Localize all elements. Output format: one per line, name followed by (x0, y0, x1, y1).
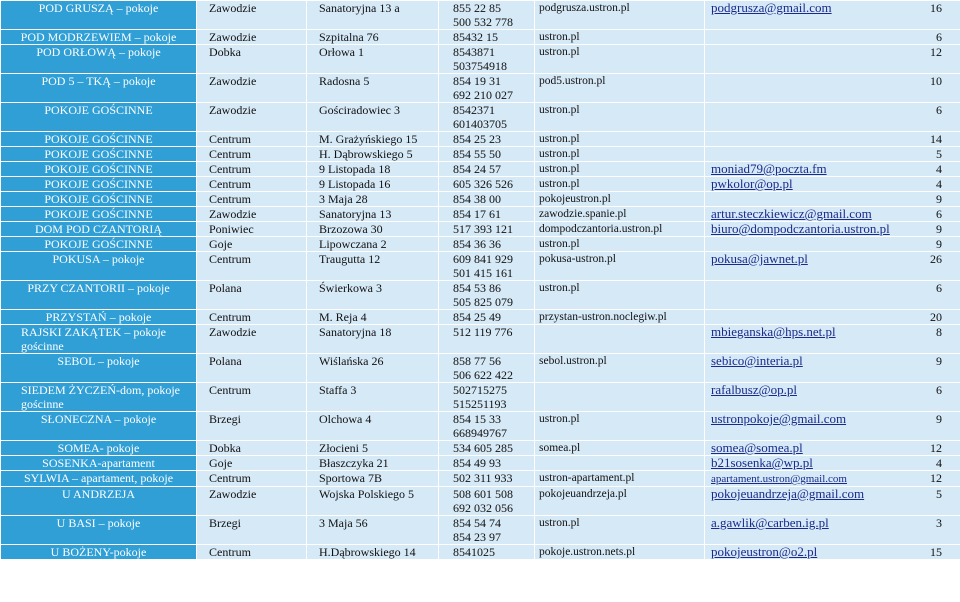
table-row (1, 487, 960, 516)
room-count: 8 (936, 325, 942, 339)
email-cell (705, 487, 960, 516)
district-cell: Centrum (197, 177, 307, 192)
phone-number: 501 415 161 (453, 266, 513, 280)
table-row (1, 441, 960, 456)
email-cell (705, 132, 960, 147)
room-count: 9 (936, 222, 942, 236)
email-link[interactable]: ustronpokoje@gmail.com (711, 411, 847, 426)
email-link[interactable]: sebico@interia.pl (711, 353, 803, 368)
district-cell: Centrum (197, 383, 307, 412)
website-cell: pokojeuandrzeja.pl (535, 487, 705, 516)
room-count: 6 (936, 383, 942, 397)
phone-cell (439, 471, 535, 487)
district-cell: Dobka (197, 45, 307, 74)
phone-number: 8541025 (453, 545, 495, 559)
email-cell (705, 45, 960, 74)
address-cell: Sportowa 7B (307, 471, 439, 487)
room-count: 12 (930, 471, 942, 485)
phone-number: 502715275 (453, 383, 507, 397)
phone-number: 855 22 85 (453, 1, 501, 15)
address-cell: H.Dąbrowskiego 14 (307, 545, 439, 560)
phone-number: 854 36 36 (453, 237, 501, 251)
website-cell: ustron.pl (535, 412, 705, 441)
email-cell (705, 310, 960, 325)
email-cell (705, 383, 960, 412)
phone-number: 854 55 50 (453, 147, 501, 161)
room-count: 20 (930, 310, 942, 324)
district-cell: Zawodzie (197, 30, 307, 45)
email-cell (705, 147, 960, 162)
lodging-name: U ANDRZEJA (1, 487, 197, 516)
table-row (1, 252, 960, 281)
phone-number: 8542371 (453, 103, 495, 117)
phone-number: 854 54 74 (453, 516, 501, 530)
phone-cell (439, 1, 535, 30)
room-count: 6 (936, 30, 942, 44)
lodging-name: SOSENKA-apartament (1, 456, 197, 471)
phone-number: 503754918 (453, 59, 507, 73)
table-row (1, 45, 960, 74)
district-cell: Centrum (197, 310, 307, 325)
phone-cell (439, 177, 535, 192)
phone-number: 854 25 49 (453, 310, 501, 324)
address-cell: 9 Listopada 16 (307, 177, 439, 192)
room-count: 6 (936, 207, 942, 221)
email-link[interactable]: pokusa@jawnet.pl (711, 251, 808, 266)
email-cell (705, 222, 960, 237)
email-cell (705, 162, 960, 177)
phone-cell (439, 207, 535, 222)
phone-cell (439, 252, 535, 281)
district-cell: Zawodzie (197, 325, 307, 354)
room-count: 5 (936, 147, 942, 161)
table-row (1, 30, 960, 45)
email-link[interactable]: pwkolor@op.pl (711, 176, 793, 191)
website-cell: zawodzie.spanie.pl (535, 207, 705, 222)
phone-cell (439, 354, 535, 383)
room-count: 15 (930, 545, 942, 559)
lodging-name: PRZYSTAŃ – pokoje (1, 310, 197, 325)
table-row (1, 412, 960, 441)
website-cell: podgrusza.ustron.pl (535, 1, 705, 30)
phone-number: 854 17 61 (453, 207, 501, 221)
lodging-name: U BASI – pokoje (1, 516, 197, 545)
table-row (1, 177, 960, 192)
phone-cell (439, 325, 535, 354)
phone-cell (439, 30, 535, 45)
lodging-name: POKOJE GOŚCINNE (1, 207, 197, 222)
phone-cell (439, 222, 535, 237)
email-cell (705, 252, 960, 281)
website-cell (535, 325, 705, 354)
email-link[interactable]: pokojeustron@o2.pl (711, 544, 818, 559)
district-cell: Goje (197, 456, 307, 471)
table-row (1, 354, 960, 383)
lodging-name: POKOJE GOŚCINNE (1, 162, 197, 177)
room-count: 4 (936, 456, 942, 470)
phone-number: 605 326 526 (453, 177, 513, 191)
phone-cell (439, 441, 535, 456)
phone-number: 854 24 57 (453, 162, 501, 176)
phone-number: 609 841 929 (453, 252, 513, 266)
email-link[interactable]: somea@somea.pl (711, 440, 803, 455)
address-cell: Olchowa 4 (307, 412, 439, 441)
website-cell: ustron.pl (535, 30, 705, 45)
email-cell (705, 237, 960, 252)
website-cell: somea.pl (535, 441, 705, 456)
address-cell: Wojska Polskiego 5 (307, 487, 439, 516)
phone-cell (439, 132, 535, 147)
email-cell (705, 30, 960, 45)
phone-number: 534 605 285 (453, 441, 513, 455)
table-row (1, 383, 960, 412)
email-cell (705, 516, 960, 545)
email-link[interactable]: artur.steczkiewicz@gmail.com (711, 206, 872, 221)
room-count: 9 (936, 237, 942, 251)
address-cell: Gościradowiec 3 (307, 103, 439, 132)
lodging-name: SYLWIA – apartament, pokoje (1, 471, 197, 487)
email-cell (705, 545, 960, 560)
address-cell: M. Grażyńskiego 15 (307, 132, 439, 147)
phone-number: 515251193 (453, 397, 507, 411)
email-link[interactable]: a.gawlik@carben.ig.pl (711, 515, 829, 530)
address-cell: Lipowczana 2 (307, 237, 439, 252)
room-count: 16 (930, 1, 942, 15)
email-cell (705, 412, 960, 441)
email-link[interactable]: podgrusza@gmail.com (711, 0, 832, 15)
email-link[interactable]: b21sosenka@wp.pl (711, 455, 813, 470)
address-cell: Sanatoryjna 13 a (307, 1, 439, 30)
phone-number: 502 311 933 (453, 471, 513, 485)
website-cell (535, 383, 705, 412)
address-cell: Staffa 3 (307, 383, 439, 412)
table-row (1, 147, 960, 162)
address-cell: Wiślańska 26 (307, 354, 439, 383)
table-body (1, 1, 960, 560)
phone-number: 692 210 027 (453, 88, 513, 102)
room-count: 4 (936, 177, 942, 191)
phone-cell (439, 516, 535, 545)
district-cell: Brzegi (197, 516, 307, 545)
address-cell: Świerkowa 3 (307, 281, 439, 310)
phone-number: 854 19 31 (453, 74, 501, 88)
room-count: 6 (936, 103, 942, 117)
website-cell: ustron-apartament.pl (535, 471, 705, 487)
email-cell (705, 471, 960, 487)
district-cell: Polana (197, 354, 307, 383)
address-cell: Brzozowa 30 (307, 222, 439, 237)
lodging-name: DOM POD CZANTORIĄ (1, 222, 197, 237)
table-row (1, 132, 960, 147)
lodging-name: U BOŻENY-pokoje (1, 545, 197, 560)
email-link[interactable]: pokojeuandrzeja@gmail.com (711, 486, 865, 501)
district-cell: Poniwiec (197, 222, 307, 237)
room-count: 5 (936, 487, 942, 501)
table-row (1, 456, 960, 471)
phone-number: 512 119 776 (453, 325, 513, 339)
phone-cell (439, 103, 535, 132)
table-row (1, 74, 960, 103)
address-cell: Błaszczyka 21 (307, 456, 439, 471)
address-cell: Szpitalna 76 (307, 30, 439, 45)
table-row (1, 471, 960, 487)
lodging-name: RAJSKI ZAKĄTEK – pokoje gościnne (1, 325, 197, 354)
phone-cell (439, 383, 535, 412)
lodging-name: POD MODRZEWIEM – pokoje (1, 30, 197, 45)
phone-number: 601403705 (453, 117, 507, 131)
room-count: 6 (936, 281, 942, 295)
district-cell: Goje (197, 237, 307, 252)
room-count: 26 (930, 252, 942, 266)
phone-cell (439, 162, 535, 177)
phone-cell (439, 147, 535, 162)
address-cell: Traugutta 12 (307, 252, 439, 281)
email-link[interactable]: rafalbusz@op.pl (711, 382, 797, 397)
address-cell: 9 Listopada 18 (307, 162, 439, 177)
email-cell (705, 441, 960, 456)
email-cell (705, 74, 960, 103)
district-cell: Centrum (197, 252, 307, 281)
website-cell: ustron.pl (535, 162, 705, 177)
website-cell: pokusa-ustron.pl (535, 252, 705, 281)
phone-number: 8543871 (453, 45, 495, 59)
phone-cell (439, 192, 535, 207)
address-cell: M. Reja 4 (307, 310, 439, 325)
district-cell: Brzegi (197, 412, 307, 441)
district-cell: Zawodzie (197, 487, 307, 516)
table-row (1, 237, 960, 252)
phone-number: 854 15 33 (453, 412, 501, 426)
district-cell: Zawodzie (197, 207, 307, 222)
phone-number: 858 77 56 (453, 354, 501, 368)
table-row (1, 1, 960, 30)
table-row (1, 325, 960, 354)
email-cell (705, 281, 960, 310)
website-cell: dompodczantoria.ustron.pl (535, 222, 705, 237)
website-cell: pokojeustron.pl (535, 192, 705, 207)
address-cell: Sanatoryjna 13 (307, 207, 439, 222)
phone-number: 854 25 23 (453, 132, 501, 146)
table-row (1, 162, 960, 177)
lodging-name: SOMEA- pokoje (1, 441, 197, 456)
phone-cell (439, 456, 535, 471)
district-cell: Centrum (197, 192, 307, 207)
website-cell (535, 456, 705, 471)
room-count: 4 (936, 162, 942, 176)
website-cell: ustron.pl (535, 132, 705, 147)
lodging-name: POD GRUSZĄ – pokoje (1, 1, 197, 30)
address-cell: Radosna 5 (307, 74, 439, 103)
website-cell: przystan-ustron.noclegiw.pl (535, 310, 705, 325)
website-cell: pokoje.ustron.nets.pl (535, 545, 705, 560)
website-cell: ustron.pl (535, 177, 705, 192)
room-count: 12 (930, 45, 942, 59)
website-cell: ustron.pl (535, 147, 705, 162)
lodging-name: POKUSA – pokoje (1, 252, 197, 281)
address-cell: 3 Maja 28 (307, 192, 439, 207)
table-row (1, 207, 960, 222)
district-cell: Dobka (197, 441, 307, 456)
table-row (1, 545, 960, 560)
district-cell: Polana (197, 281, 307, 310)
district-cell: Centrum (197, 162, 307, 177)
district-cell: Centrum (197, 132, 307, 147)
table-row (1, 281, 960, 310)
lodging-name: SIEDEM ŻYCZEŃ-dom, pokoje gościnne (1, 383, 197, 412)
room-count: 10 (930, 74, 942, 88)
table-row (1, 192, 960, 207)
phone-number: 508 601 508 (453, 487, 513, 501)
room-count: 9 (936, 412, 942, 426)
address-cell: 3 Maja 56 (307, 516, 439, 545)
email-link[interactable]: biuro@dompodczantoria.ustron.pl (711, 221, 890, 236)
room-count: 3 (936, 516, 942, 530)
phone-cell (439, 281, 535, 310)
district-cell: Zawodzie (197, 1, 307, 30)
lodging-name: POKOJE GOŚCINNE (1, 177, 197, 192)
table-row (1, 310, 960, 325)
address-cell: Złocieni 5 (307, 441, 439, 456)
email-link[interactable]: apartament.ustron@gmail.com (711, 473, 847, 485)
phone-number: 854 38 00 (453, 192, 501, 206)
phone-cell (439, 74, 535, 103)
table-row (1, 103, 960, 132)
address-cell: H. Dąbrowskiego 5 (307, 147, 439, 162)
lodging-name: POKOJE GOŚCINNE (1, 132, 197, 147)
email-cell (705, 325, 960, 354)
phone-number: 517 393 121 (453, 222, 513, 236)
room-count: 12 (930, 441, 942, 455)
phone-cell (439, 45, 535, 74)
phone-number: 85432 15 (453, 30, 498, 44)
email-cell (705, 456, 960, 471)
website-cell: ustron.pl (535, 281, 705, 310)
district-cell: Centrum (197, 471, 307, 487)
website-cell: pod5.ustron.pl (535, 74, 705, 103)
room-count: 9 (936, 192, 942, 206)
phone-cell (439, 545, 535, 560)
email-cell (705, 354, 960, 383)
phone-number: 506 622 422 (453, 368, 513, 382)
phone-cell (439, 487, 535, 516)
email-cell (705, 207, 960, 222)
lodging-name: POKOJE GOŚCINNE (1, 103, 197, 132)
lodging-name: SEBOL – pokoje (1, 354, 197, 383)
lodging-name: PRZY CZANTORII – pokoje (1, 281, 197, 310)
email-cell (705, 1, 960, 30)
website-cell: ustron.pl (535, 45, 705, 74)
email-cell (705, 103, 960, 132)
table-row (1, 222, 960, 237)
district-cell: Centrum (197, 147, 307, 162)
phone-number: 854 53 86 (453, 281, 501, 295)
email-cell (705, 177, 960, 192)
lodging-name: POD ORŁOWĄ – pokoje (1, 45, 197, 74)
lodging-name: POKOJE GOŚCINNE (1, 147, 197, 162)
website-cell: ustron.pl (535, 516, 705, 545)
lodging-name: SŁONECZNA – pokoje (1, 412, 197, 441)
phone-cell (439, 412, 535, 441)
lodging-name: POKOJE GOŚCINNE (1, 192, 197, 207)
district-cell: Zawodzie (197, 103, 307, 132)
lodging-name: POKOJE GOŚCINNE (1, 237, 197, 252)
website-cell: ustron.pl (535, 103, 705, 132)
phone-number: 854 23 97 (453, 530, 501, 544)
phone-cell (439, 310, 535, 325)
phone-number: 692 032 056 (453, 501, 513, 515)
website-cell: sebol.ustron.pl (535, 354, 705, 383)
district-cell: Centrum (197, 545, 307, 560)
website-cell: ustron.pl (535, 237, 705, 252)
address-cell: Sanatoryjna 18 (307, 325, 439, 354)
phone-number: 854 49 93 (453, 456, 501, 470)
phone-number: 668949767 (453, 426, 507, 440)
phone-number: 505 825 079 (453, 295, 513, 309)
lodging-name: POD 5 – TKĄ – pokoje (1, 74, 197, 103)
email-cell (705, 192, 960, 207)
email-link[interactable]: mbieganska@hps.net.pl (711, 324, 836, 339)
phone-number: 500 532 778 (453, 15, 513, 29)
address-cell: Orłowa 1 (307, 45, 439, 74)
email-link[interactable]: moniad79@poczta.fm (711, 161, 827, 176)
district-cell: Zawodzie (197, 74, 307, 103)
phone-cell (439, 237, 535, 252)
room-count: 14 (930, 132, 942, 146)
room-count: 9 (936, 354, 942, 368)
table-row (1, 516, 960, 545)
